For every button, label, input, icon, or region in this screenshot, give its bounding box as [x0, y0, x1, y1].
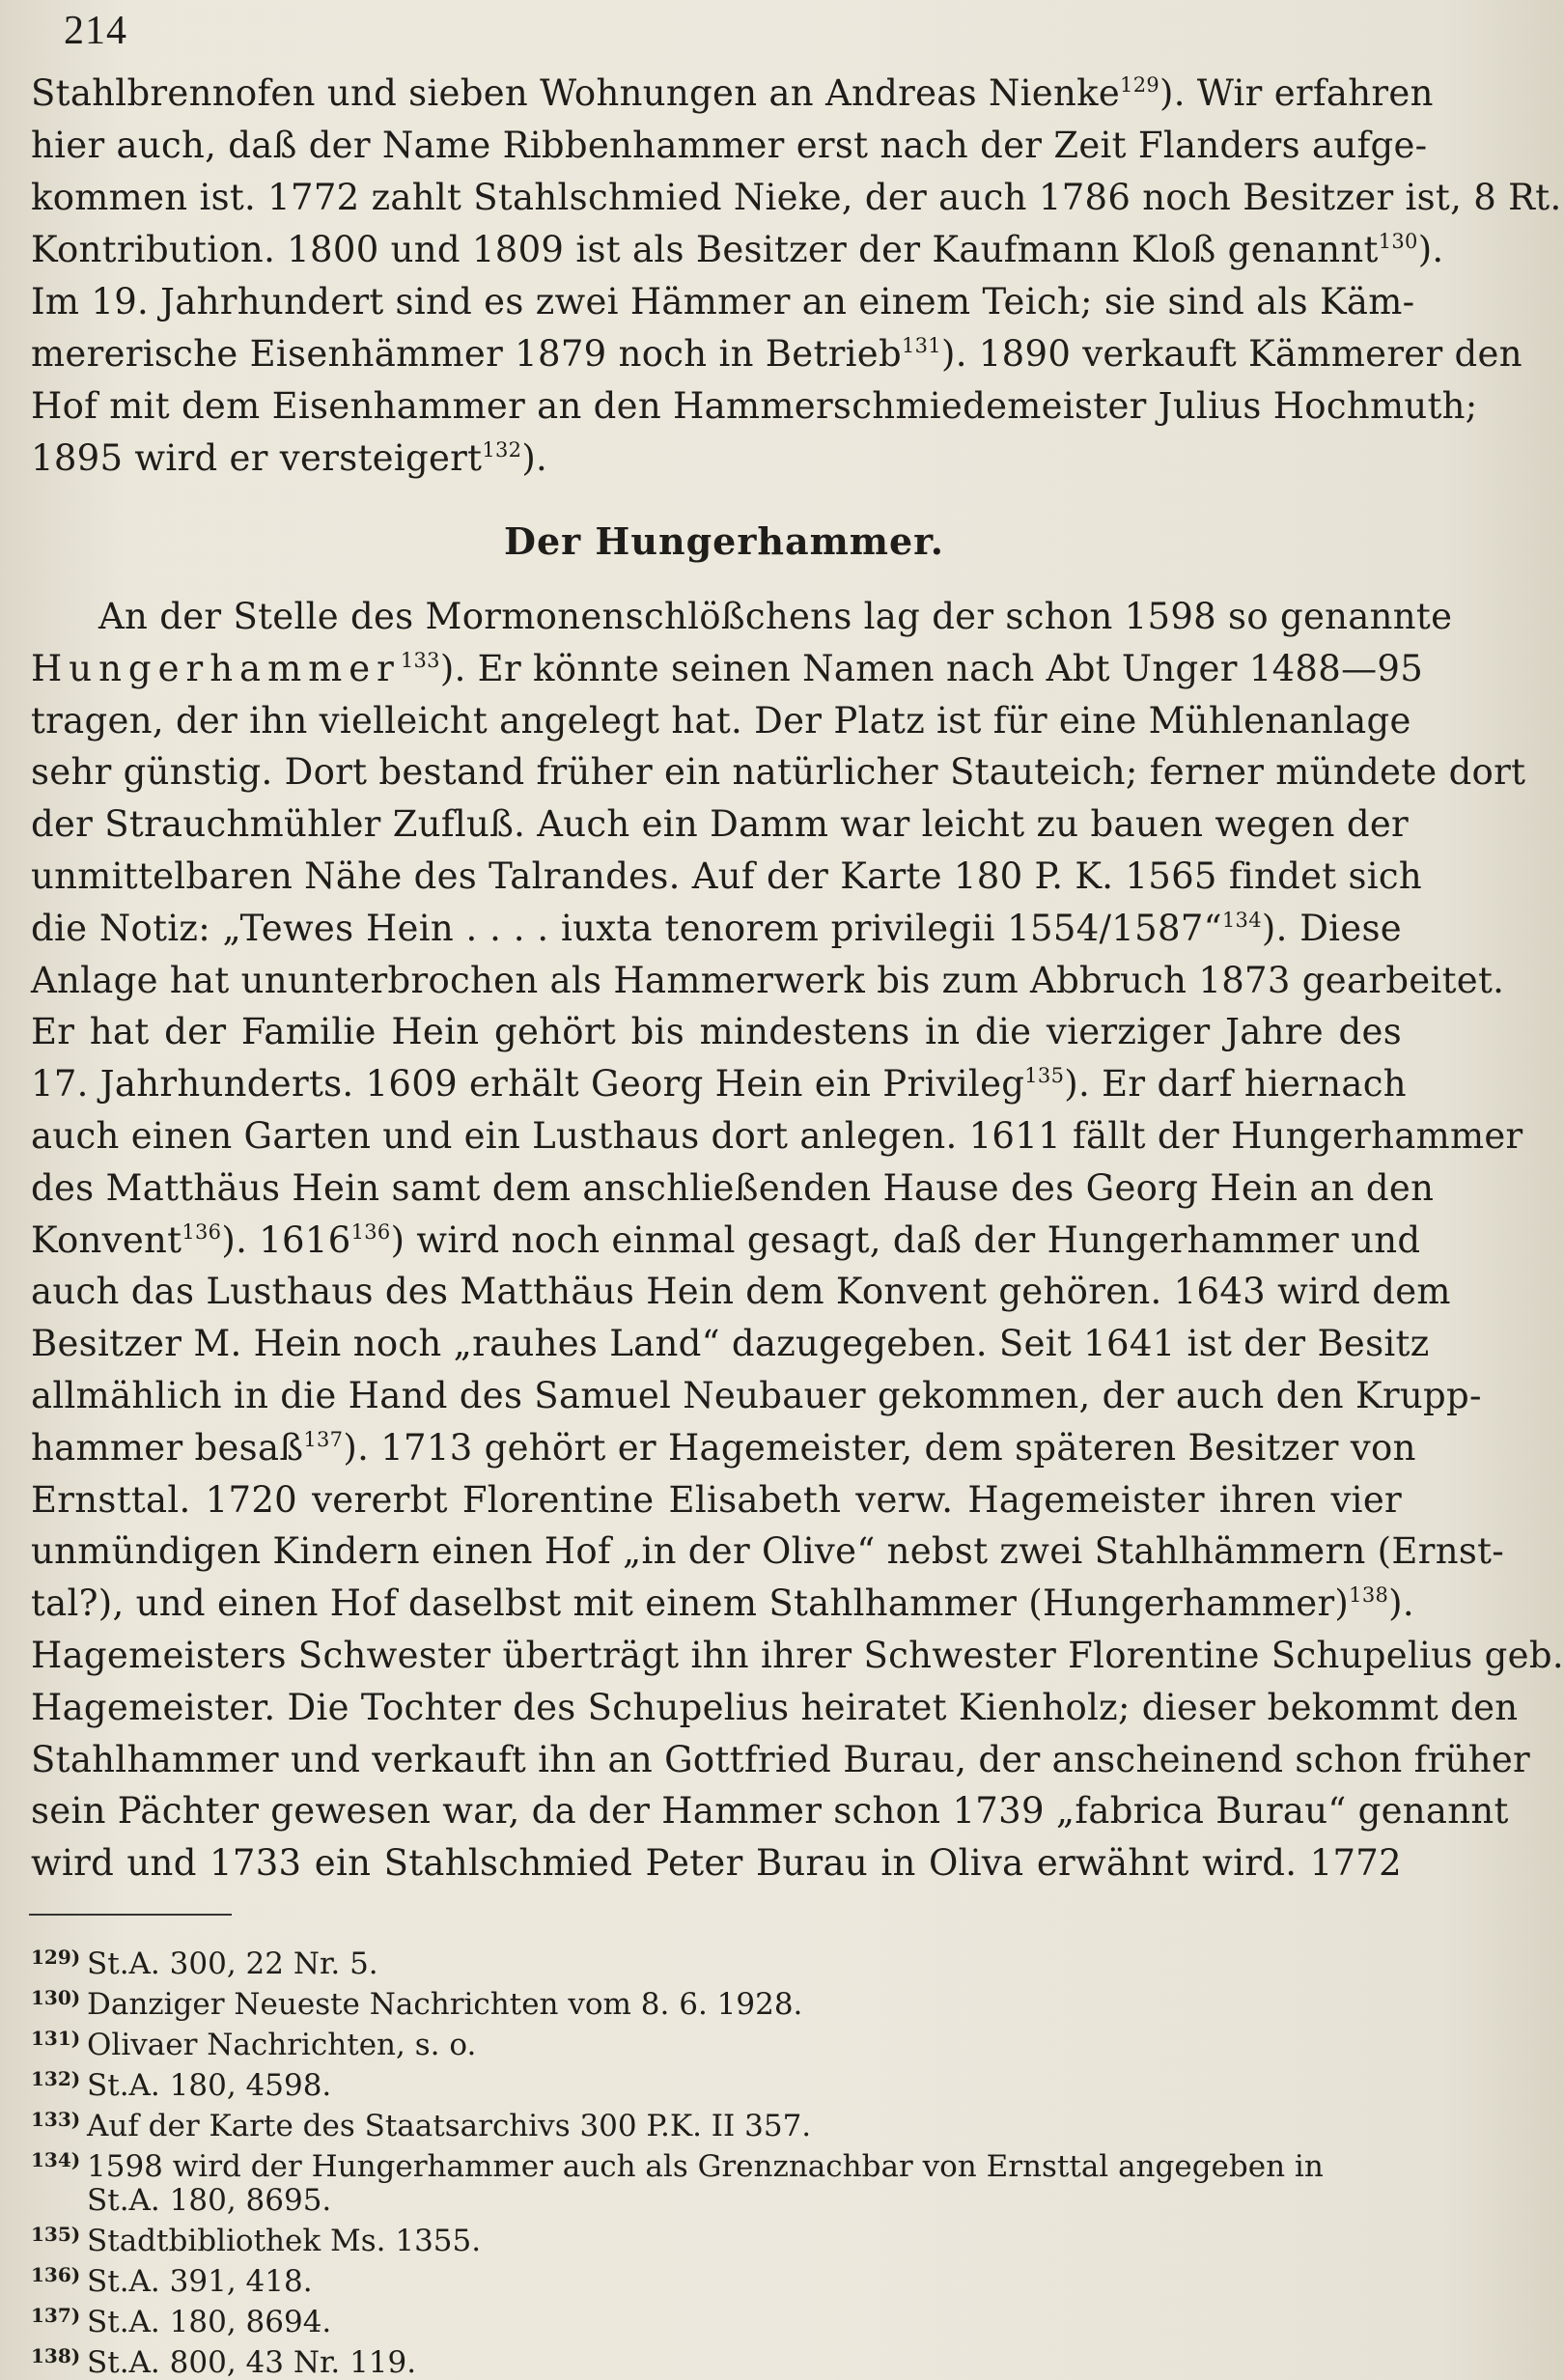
- text-line: sein Pächter gewesen war, da der Hammer schon 1739 „fabrica Burau“ genannt: [31, 1790, 1509, 1833]
- footnote: 132) St.A. 180, 4598.: [31, 2067, 332, 2103]
- footnote: 134) 1598 wird der Hungerhammer auch als Grenznachbar von Ernsttal angegeben in St.A. 180, 8695.: [31, 2148, 1324, 2218]
- text-line: Im 19. Jahrhundert sind es zwei Hämmer an einem Teich; sie sind als Käm-: [31, 281, 1415, 322]
- section-heading: Der Hungerhammer.: [504, 519, 944, 563]
- paragraph-hungerhammer: [31, 591, 1564, 1890]
- text-line: allmählich in die Hand des Samuel Neubauer gekommen, der auch den Krupp-: [31, 1374, 1482, 1416]
- text-line: tragen, der ihn vielleicht angelegt hat. Der Platz ist für eine Mühlenanlage: [31, 699, 1411, 742]
- text-line: hammer besaß$^{137}$). 1713 gehört er Hagemeister, dem späteren Besitzer von: [31, 1426, 1416, 1469]
- text-line: des Matthäus Hein samt dem anschließenden Hause des Georg Hein an den: [31, 1166, 1435, 1209]
- footnote-ref[interactable]: 131: [901, 334, 941, 357]
- text-line: tal?), und einen Hof daselbst mit einem Stahlhammer (Hungerhammer)$^{138}$).: [31, 1582, 1414, 1625]
- text-line: 1895 wird er versteigert$^{132}$).: [31, 437, 548, 479]
- text-line: kommen ist. 1772 zahlt Stahlschmied Nieke, der auch 1786 noch Besitzer ist, 8 Rt.: [31, 177, 1562, 218]
- text-line: unmittelbaren Nähe des Talrandes. Auf der Karte 180 P. K. 1565 findet sich: [31, 854, 1423, 897]
- text-line: 17. Jahrhunderts. 1609 erhält Georg Hein ein Privileg$^{135}$). Er darf hiernach: [31, 1063, 1407, 1106]
- footnote: 137) St.A. 180, 8694.: [31, 2304, 332, 2339]
- text-line: Besitzer M. Hein noch „rauhes Land“ dazugegeben. Seit 1641 ist der Besitz: [31, 1323, 1430, 1365]
- footnote-ref[interactable]: 130: [1378, 230, 1418, 253]
- text-line: mererische Eisenhämmer 1879 noch in Betrieb$^{131}$). 1890 verkauft Kämmerer den: [31, 333, 1522, 375]
- text-line: auch das Lusthaus des Matthäus Hein dem Konvent gehören. 1643 wird dem: [31, 1271, 1451, 1313]
- text-line: Stahlbrennofen und sieben Wohnungen an Andreas Nienke$^{129}$). Wir erfahren: [31, 72, 1434, 114]
- footnotes: [31, 1941, 1402, 2380]
- footnote: 136) St.A. 391, 418.: [31, 2263, 313, 2299]
- text-line: Hagemeister. Die Tochter des Schupelius heiratet Kienholz; dieser bekommt den: [31, 1686, 1519, 1728]
- footnote: 135) Stadtbibliothek Ms. 1355.: [31, 2223, 482, 2258]
- footnote-ref[interactable]: 135: [1024, 1064, 1065, 1088]
- footnote: 131) Olivaer Nachrichten, s. o.: [31, 2027, 477, 2062]
- text-line: Konvent$^{136}$). 1616$^{136}$) wird noch einmal gesagt, daß der Hungerhammer und: [31, 1218, 1421, 1261]
- footnote: 129) St.A. 300, 22 Nr. 5.: [31, 1946, 378, 1981]
- text-line: Hagemeisters Schwester überträgt ihn ihrer Schwester Florentine Schupelius geb.: [31, 1634, 1564, 1676]
- footnote-ref[interactable]: 132: [482, 438, 522, 462]
- text-line: An der Stelle des Mormonenschlößchens lag der schon 1598 so genannte: [98, 596, 1453, 637]
- text-line: Kontribution. 1800 und 1809 ist als Besitzer der Kaufmann Kloß genannt$^{130}$).: [31, 229, 1444, 270]
- footnote-ref[interactable]: 136: [182, 1219, 222, 1244]
- page-number: 214: [64, 9, 127, 53]
- text-line: Hungerhammer$^{133}$). Er könnte seinen Namen nach Abt Unger 1488—95: [31, 647, 1424, 689]
- footnote-ref[interactable]: 134: [1221, 908, 1262, 932]
- text-line: unmündigen Kindern einen Hof „in der Olive“ nebst zwei Stahlhämmern (Ernst-: [31, 1530, 1505, 1573]
- footnote-ref[interactable]: 138: [1349, 1583, 1389, 1608]
- footnote: 133) Auf der Karte des Staatsarchivs 300 P.K. II 357.: [31, 2108, 812, 2143]
- footnote-divider: [29, 1914, 232, 1916]
- text-line: Er hat der Familie Hein gehört bis mindestens in die vierziger Jahre des: [31, 1011, 1402, 1053]
- text-line: hier auch, daß der Name Ribbenhammer erst nach der Zeit Flanders aufge-: [31, 125, 1428, 166]
- footnote: 130) Danziger Neueste Nachrichten vom 8. 6. 1928.: [31, 1986, 803, 2022]
- text-line: Hof mit dem Eisenhammer an den Hammerschmiedemeister Julius Hochmuth;: [31, 385, 1478, 427]
- text-line: der Strauchmühler Zufluß. Auch ein Damm war leicht zu bauen wegen der: [31, 803, 1410, 846]
- footnote-ref[interactable]: 133: [400, 648, 440, 672]
- text-line: Stahlhammer und verkauft ihn an Gottfried Burau, der anscheinend schon früher: [31, 1738, 1531, 1780]
- paragraph-continued: [31, 68, 1562, 485]
- footnote-ref[interactable]: 136: [350, 1219, 391, 1244]
- footnote-ref[interactable]: 129: [1120, 73, 1160, 97]
- text-line: Anlage hat ununterbrochen als Hammerwerk bis zum Abbruch 1873 gearbeitet.: [31, 959, 1505, 1001]
- text-line: die Notiz: „Tewes Hein . . . . iuxta tenorem privilegii 1554/1587“$^{134}$). Diese: [31, 907, 1402, 949]
- text-line: wird und 1733 ein Stahlschmied Peter Burau in Oliva erwähnt wird. 1772: [31, 1842, 1402, 1885]
- footnote: 138) St.A. 800, 43 Nr. 119.: [31, 2344, 417, 2380]
- text-line: sehr günstig. Dort bestand früher ein natürlicher Stauteich; ferner mündete dort: [31, 751, 1526, 794]
- footnote-ref[interactable]: 137: [303, 1427, 344, 1451]
- text-line: Ernsttal. 1720 vererbt Florentine Elisabeth verw. Hagemeister ihren vier: [31, 1478, 1402, 1521]
- text-line: auch einen Garten und ein Lusthaus dort anlegen. 1611 fällt der Hungerhammer: [31, 1114, 1523, 1157]
